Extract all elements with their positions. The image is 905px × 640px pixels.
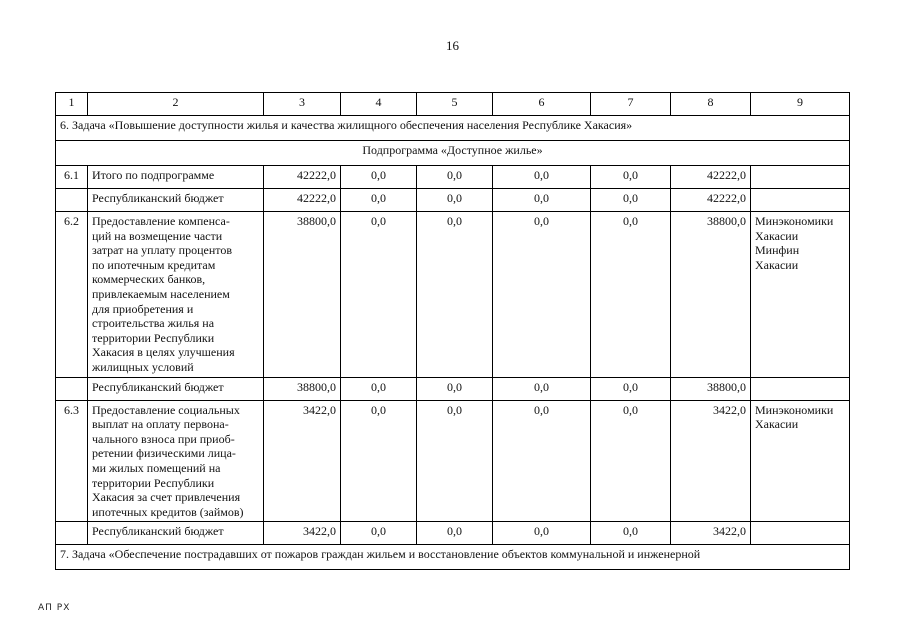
- task-7-heading: 7. Задача «Обеспечение пострадавших от пожаров граждан жильем и восстановление объектов коммунальной и инженерной: [56, 545, 850, 570]
- cell-col3: 42222,0: [264, 166, 341, 189]
- cell-col7: 0,0: [591, 400, 671, 522]
- row-name: Предоставление социальных выплат на оплату первона- чального взноса при приоб- ретении физическими лица- ми жилых помещений на территории Республики Хакасия за счет привлечения ипотечных кредитов (займов): [88, 400, 264, 522]
- cell-col8: 3422,0: [671, 522, 751, 545]
- col-2-header: 2: [88, 93, 264, 116]
- col-7-header: 7: [591, 93, 671, 116]
- cell-col6: 0,0: [493, 377, 591, 400]
- cell-col6: 0,0: [493, 212, 591, 378]
- row-name: Республиканский бюджет: [88, 189, 264, 212]
- cell-col8: 38800,0: [671, 212, 751, 378]
- cell-col4: 0,0: [341, 189, 417, 212]
- cell-col6: 0,0: [493, 189, 591, 212]
- cell-col7: 0,0: [591, 212, 671, 378]
- header-row: [56, 93, 850, 116]
- table-row: [56, 522, 850, 545]
- cell-col4: 0,0: [341, 212, 417, 378]
- cell-col3: 3422,0: [264, 400, 341, 522]
- col-1-header: 1: [56, 93, 88, 116]
- responsible-authority: Минэкономики Хакасии Минфин Хакасии: [751, 212, 850, 378]
- col-6-header: 6: [493, 93, 591, 116]
- page-number: 16: [446, 38, 459, 53]
- task-6-heading: 6. Задача «Повышение доступности жилья и качества жилищного обеспечения населения Республике Хакасия»: [56, 116, 850, 141]
- col-9-header: 9: [751, 93, 850, 116]
- cell-col7: 0,0: [591, 377, 671, 400]
- cell-col3: 38800,0: [264, 212, 341, 378]
- responsible-authority: Минэкономики Хакасии: [751, 400, 850, 522]
- row-name: Республиканский бюджет: [88, 522, 264, 545]
- cell-col5: 0,0: [417, 377, 493, 400]
- col-3-header: 3: [264, 93, 341, 116]
- cell-col6: 0,0: [493, 166, 591, 189]
- table-row: [56, 400, 850, 522]
- cell-col9: [751, 189, 850, 212]
- row-number: 6.1: [56, 166, 88, 189]
- cell-col7: 0,0: [591, 166, 671, 189]
- table-row: [56, 189, 850, 212]
- col-4-header: 4: [341, 93, 417, 116]
- col-5-header: 5: [417, 93, 493, 116]
- cell-col5: 0,0: [417, 189, 493, 212]
- col-8-header: 8: [671, 93, 751, 116]
- cell-col5: 0,0: [417, 166, 493, 189]
- cell-col8: 42222,0: [671, 189, 751, 212]
- table-row: [56, 212, 850, 378]
- cell-col7: 0,0: [591, 522, 671, 545]
- footer-stamp: АП РХ: [38, 603, 71, 613]
- table-row: [56, 166, 850, 189]
- cell-col3: 38800,0: [264, 377, 341, 400]
- cell-col9: [751, 377, 850, 400]
- cell-col4: 0,0: [341, 522, 417, 545]
- cell-col6: 0,0: [493, 400, 591, 522]
- cell-col8: 38800,0: [671, 377, 751, 400]
- row-number: 6.2: [56, 212, 88, 378]
- row-name: Итого по подпрограмме: [88, 166, 264, 189]
- cell-col4: 0,0: [341, 377, 417, 400]
- cell-col5: 0,0: [417, 212, 493, 378]
- cell-col5: 0,0: [417, 522, 493, 545]
- row-number: 6.3: [56, 400, 88, 522]
- cell-col4: 0,0: [341, 166, 417, 189]
- cell-col4: 0,0: [341, 400, 417, 522]
- cell-col3: 3422,0: [264, 522, 341, 545]
- cell-col9: [751, 522, 850, 545]
- subprogram-heading: Подпрограмма «Доступное жилье»: [56, 141, 850, 166]
- cell-col3: 42222,0: [264, 189, 341, 212]
- row-name: Предоставление компенса- ций на возмещение части затрат на уплату процентов по ипотечным кредитам коммерческих банков, привлекаемым населением для приобретения и строительства жилья на территории Республики Хакасия в целях улучшения жилищных условий: [88, 212, 264, 378]
- row-name: Республиканский бюджет: [88, 377, 264, 400]
- cell-col9: [751, 166, 850, 189]
- cell-col5: 0,0: [417, 400, 493, 522]
- cell-col8: 3422,0: [671, 400, 751, 522]
- table-row: [56, 377, 850, 400]
- cell-col8: 42222,0: [671, 166, 751, 189]
- cell-col6: 0,0: [493, 522, 591, 545]
- cell-col7: 0,0: [591, 189, 671, 212]
- budget-table: [55, 92, 850, 570]
